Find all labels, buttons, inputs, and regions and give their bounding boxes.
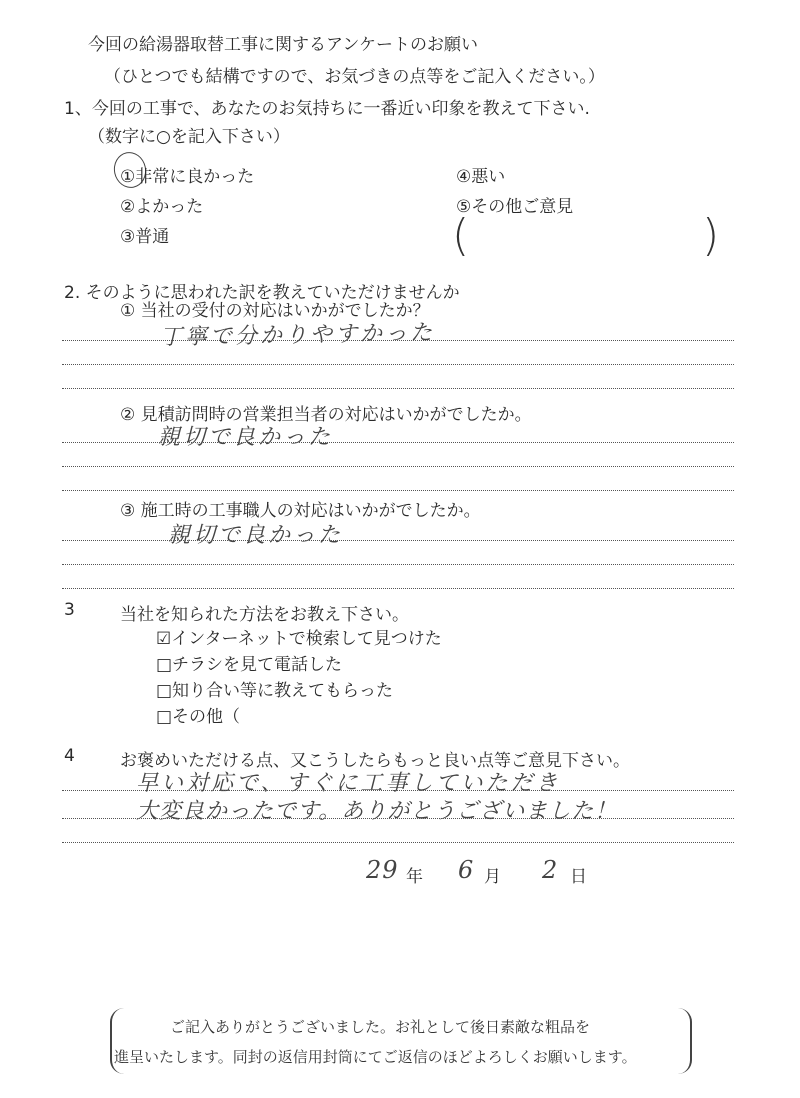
- answer-line: [62, 588, 734, 589]
- q3-option-internet[interactable]: ☑インターネットで検索して見つけた: [156, 629, 442, 649]
- answer-line: [62, 340, 734, 341]
- q1-other-paren-open: (: [452, 210, 470, 261]
- q3-option-flyer[interactable]: □チラシを見て電話した: [156, 655, 343, 675]
- q2-sub3-answer[interactable]: 親切で良かった: [168, 523, 344, 548]
- answer-line: [62, 790, 734, 791]
- q1-other-paren-close: ): [702, 210, 720, 261]
- answer-line: [62, 842, 734, 843]
- date-month[interactable]: 6: [458, 856, 477, 884]
- q2-question: 2. そのように思われた訳を教えていただけませんか: [64, 283, 460, 303]
- q1-question: 1、今回の工事で、あなたのお気持ちに一番近い印象を教えて下さい.: [64, 99, 590, 119]
- date-day[interactable]: 2: [542, 856, 561, 884]
- q4-question: お褒めいただける点、又こうしたらもっと良い点等ご意見下さい。: [120, 751, 630, 771]
- q2-sub1-question: ① 当社の受付の対応はいかがでしたか？: [120, 301, 430, 321]
- answer-line: [62, 466, 734, 467]
- q3-question: 当社を知られた方法をお教え下さい。: [120, 605, 409, 625]
- q1-option-1[interactable]: ①非常に良かった: [120, 167, 255, 187]
- footer-line-2: 進呈いたします。同封の返信用封筒にてご返信のほどよろしくお願いします。: [114, 1048, 637, 1066]
- survey-title: 今回の給湯器取替工事に関するアンケートのお願い: [88, 35, 478, 55]
- answer-line: [62, 818, 734, 819]
- q1-option-2[interactable]: ②よかった: [120, 197, 204, 217]
- q1-option-4[interactable]: ④悪い: [456, 167, 506, 187]
- q3-option-acquaintance[interactable]: □知り合い等に教えてもらった: [156, 681, 394, 701]
- answer-line: [62, 540, 734, 541]
- q3-number: 3: [64, 600, 75, 620]
- q1-instruction: （数字に○を記入下さい）: [88, 127, 290, 147]
- footer-line-1: ご記入ありがとうございました。お礼として後日素敵な粗品を: [170, 1018, 591, 1036]
- q4-number: 4: [64, 746, 75, 766]
- q4-answer-line-2[interactable]: 大変良かったです。ありがとうございました！: [136, 799, 618, 824]
- date-year-label: 年: [406, 867, 423, 887]
- q2-sub2-question: ② 見積訪問時の営業担当者の対応はいかがでしたか。: [120, 405, 532, 425]
- q4-answer-line-1[interactable]: 早い対応で、すぐに工事していただき: [136, 771, 561, 796]
- q3-option-other[interactable]: □その他（: [156, 707, 241, 727]
- q2-sub3-question: ③ 施工時の工事職人の対応はいかがでしたか。: [120, 501, 481, 521]
- date-month-label: 月: [484, 867, 501, 887]
- survey-subtitle: （ひとつでも結構ですので、お気づきの点等をご記入ください。）: [104, 67, 605, 87]
- answer-line: [62, 364, 734, 365]
- answer-line: [62, 388, 734, 389]
- q2-sub2-answer[interactable]: 親切で良かった: [158, 425, 334, 450]
- q1-option-3[interactable]: ③普通: [120, 227, 170, 247]
- q1-option-5[interactable]: ⑤その他ご意見: [456, 197, 574, 217]
- answer-line: [62, 442, 734, 443]
- answer-line: [62, 490, 734, 491]
- answer-line: [62, 564, 734, 565]
- q2-sub1-answer[interactable]: 丁寧で分かりやすかった: [159, 320, 436, 351]
- date-year[interactable]: 29: [366, 856, 399, 884]
- date-day-label: 日: [570, 867, 587, 887]
